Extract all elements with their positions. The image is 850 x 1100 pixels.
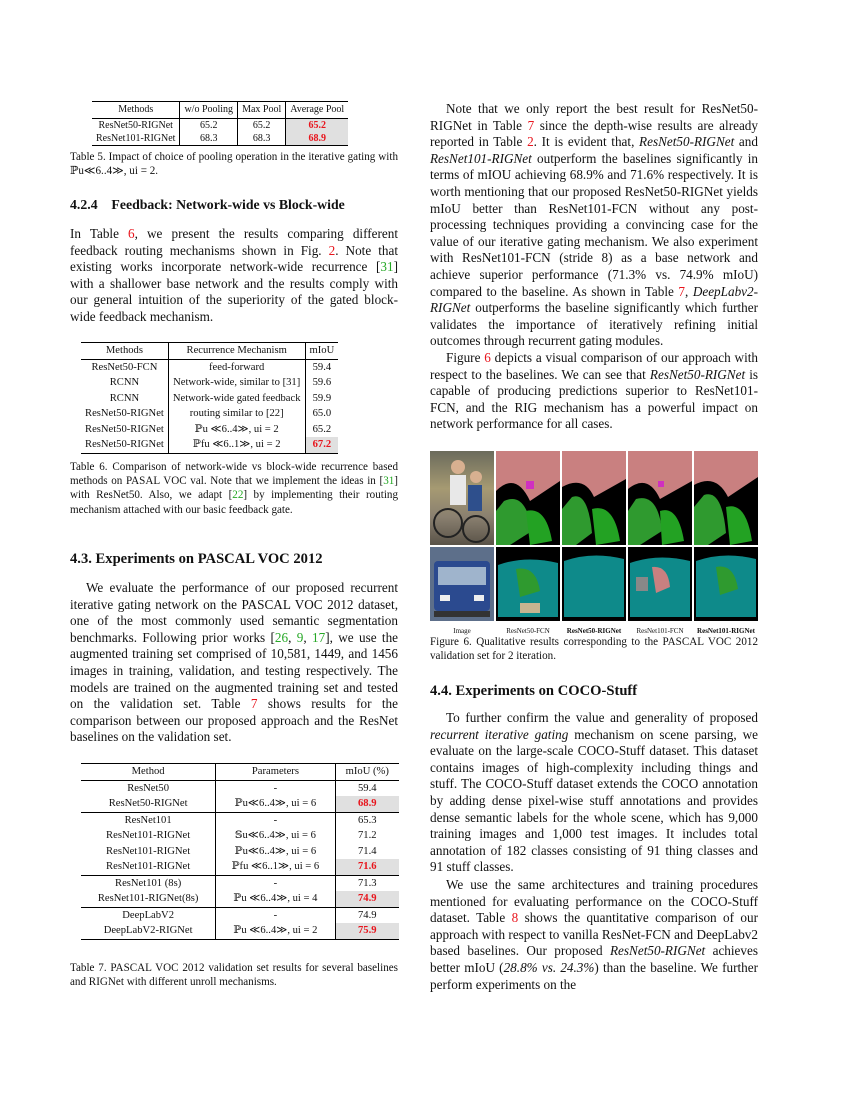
t7-cell: ResNet101-RIGNet(8s) — [81, 891, 216, 907]
table-ref-link[interactable]: 7 — [250, 696, 258, 712]
text: shows the quantitative comparison of our approach with respect to vanilla ResNet-FCN and DeepLabv2 based baselines. Our proposed — [430, 910, 758, 959]
seg-map — [694, 451, 758, 545]
section-4-4-paragraph-1 — [430, 710, 758, 876]
table-row — [81, 844, 399, 860]
t7-header-miou: mIoU (%) — [335, 764, 399, 781]
figure-discussion-paragraph — [430, 350, 758, 433]
t6-header-mechanism: Recurrence Mechanism — [168, 343, 305, 360]
results-paragraph — [430, 101, 758, 350]
label-resnet50-rignet: ResNet50-RIGNet — [566, 627, 622, 635]
t5-cell: ResNet101-RIGNet — [92, 132, 180, 146]
seg-map — [694, 547, 758, 621]
t6-cell: 65.0 — [312, 408, 332, 419]
t7-cell-best: 71.6 — [335, 859, 399, 875]
t6-header-miou: mIoU — [305, 343, 338, 360]
table-row — [81, 828, 399, 844]
text: In Table — [70, 226, 129, 241]
t7-cell: ResNet101-RIGNet — [81, 859, 216, 875]
t7-cell: ℙu ≪6..4≫, ui = 4 — [216, 891, 335, 907]
text: . Note that existing works incorporate network-wide recurrence [ — [70, 242, 398, 275]
t6-cell-best: 67.2 — [305, 437, 338, 453]
table-5-caption: Table 5. Impact of choice of pooling operation in the iterative gating with ℙu≪6..4≫, ui = 2. — [70, 151, 398, 178]
t7-cell: 74.9 — [335, 907, 399, 923]
table-row — [81, 422, 338, 438]
text: Note that we only report the best result for ResNet50-RIGNet in Table — [430, 101, 758, 133]
t6-cell: ResNet50-FCN — [81, 359, 168, 375]
table-row — [81, 923, 399, 939]
t7-cell: 65.3 — [335, 812, 399, 828]
t5-cell: 68.3 — [238, 132, 286, 146]
figure-ref-link[interactable]: 6 — [484, 350, 491, 365]
t7-cell: DeepLabV2 — [81, 907, 216, 923]
seg-map — [496, 451, 560, 545]
t6-cell: Network-wide gated feedback — [168, 391, 305, 407]
cyclists-photo-icon — [430, 451, 494, 545]
text: since the depth-wise results are already reported in Table — [430, 117, 758, 150]
seg-map — [628, 451, 692, 545]
section-title: Feedback: Network-wide vs Block-wide — [111, 197, 345, 212]
t7-header-method: Method — [81, 764, 216, 781]
t6-cell: 65.2 — [312, 423, 332, 435]
table-ref-link[interactable]: 7 — [678, 283, 685, 299]
section-4-4-heading: 4.4. Experiments on COCO-Stuff — [430, 683, 638, 699]
table-7-caption: Table 7. PASCAL VOC 2012 validation set results for several baselines and RIGNet with different unroll mechanisms. — [70, 962, 398, 989]
table-6 — [81, 342, 338, 454]
seg-map — [496, 547, 560, 621]
t5-cell: 65.2 — [180, 118, 238, 132]
table-row — [81, 375, 338, 391]
t7-cell: ℙu≪6..4≫, ui = 6 — [216, 844, 335, 860]
table-row — [81, 780, 399, 796]
citation-link[interactable]: 31 — [383, 475, 395, 488]
table-row — [81, 859, 399, 875]
text: Figure — [446, 350, 485, 365]
table-ref-link[interactable]: 2 — [527, 134, 534, 150]
table-row — [81, 391, 338, 407]
t5-header-avg-pool: Average Pool — [286, 102, 348, 119]
bus-photo-icon — [430, 547, 494, 621]
t6-cell: routing similar to [22] — [168, 406, 305, 422]
t7-cell: 71.2 — [358, 830, 377, 841]
t7-cell-best: 74.9 — [335, 891, 399, 907]
input-image-cyclists — [430, 451, 494, 545]
table-7 — [81, 763, 399, 940]
t7-cell: 71.4 — [358, 845, 377, 857]
table-row — [81, 812, 399, 828]
t7-cell: ResNet50 — [81, 780, 216, 796]
t7-cell: 71.3 — [335, 875, 399, 891]
t7-cell: ℙu≪6..4≫, ui = 6 — [216, 796, 335, 812]
seg-map — [562, 547, 626, 621]
t7-cell: - — [216, 875, 335, 891]
t6-cell: ResNet50-RIGNet — [81, 437, 168, 453]
t5-header-wo-pooling: w/o Pooling — [180, 102, 238, 119]
t7-cell: ResNet50-RIGNet — [81, 796, 216, 812]
text: mechanism on scene parsing, we evaluate on the large-scale COCO-Stuff dataset. This dataset contains images of high-complexity including things and stuff. The COCO-Stuff dataset extends the COCO annotation by adding dense pixel-wise stuff annotations and provides dense semantic labels for the whole scene, which has 9,000 training images and 1,000 test images. It includes total annotation of 182 classes consisting of 91 thing classes and 91 stuff classes. — [430, 726, 758, 875]
t6-cell: RCNN — [81, 391, 168, 407]
t6-cell: 59.4 — [312, 361, 332, 373]
t6-cell: Network-wide, similar to [31] — [168, 375, 305, 391]
t6-cell: feed-forward — [168, 359, 305, 375]
t7-cell-best: 68.9 — [335, 796, 399, 812]
text: . It is evident that, — [533, 134, 640, 150]
text: ] with a shallower base network and the results comply with our general intuition of the superiority of the gated block-wide feedback mechanism. — [70, 259, 398, 324]
table-6-caption — [70, 460, 398, 517]
t5-header-methods: Methods — [92, 102, 180, 119]
t6-cell: 59.9 — [312, 392, 332, 404]
label-resnet50-fcn: ResNet50-FCN — [506, 627, 550, 635]
emphasis: ResNet50-RIGNet — [610, 943, 706, 959]
emphasis: DeepLabv2-RIGNet — [430, 283, 758, 316]
table-row — [81, 891, 399, 907]
figure-ref-link[interactable]: 2 — [328, 242, 336, 258]
text: ], we use the augmented training set comprised of 10,581, 1449, and 1456 images in training, validation, and testing respectively. The models are trained on the augmented training set and tested on the validation set. Table — [70, 629, 399, 712]
t6-cell: 59.6 — [312, 377, 332, 388]
t6-header-methods: Methods — [81, 343, 168, 360]
citation-link[interactable]: 17 — [312, 629, 326, 645]
t7-cell: ResNet101 — [81, 812, 216, 828]
text: , we present the results comparing different feedback routing mechanisms shown in Fig. — [70, 226, 398, 258]
table-ref-link[interactable]: 6 — [128, 226, 135, 241]
citation-link[interactable]: 9 — [296, 629, 304, 645]
text: outperforms the baseline significantly which further validates the importance of iteratively refining initial outcomes through recurrent gating modules. — [430, 300, 758, 349]
citation-link[interactable]: 26 — [274, 629, 289, 645]
text: , — [288, 629, 297, 645]
section-4-2-4-heading — [70, 197, 398, 214]
label-image: Image — [453, 627, 471, 635]
t5-cell-best: 65.2 — [286, 118, 348, 132]
text: ] with ResNet50. Also, we adapt [ — [70, 475, 398, 502]
section-4-3-paragraph — [70, 580, 398, 746]
table-ref-link[interactable]: 7 — [527, 117, 535, 133]
text: , — [685, 283, 693, 299]
text: To further confirm the value and generality of proposed — [446, 710, 758, 725]
t7-cell: - — [216, 812, 335, 828]
t6-cell: RCNN — [81, 375, 168, 391]
table-row — [92, 118, 348, 132]
t6-cell: ResNet50-RIGNet — [81, 422, 168, 438]
citation-link[interactable]: 22 — [232, 489, 244, 502]
section-number: 4.2.4 — [70, 197, 98, 212]
table-row — [81, 875, 399, 891]
seg-map — [562, 451, 626, 545]
t5-cell: ResNet50-RIGNet — [92, 118, 180, 132]
section-4-4-paragraph-2 — [430, 877, 758, 993]
section-4-2-4-paragraph — [70, 226, 398, 326]
citation-link[interactable]: 31 — [380, 259, 394, 275]
t6-cell: ResNet50-RIGNet — [81, 406, 168, 422]
text: We use the same architectures and training procedures mentioned for evaluating performance on the COCO-Stuff dataset. Table — [430, 877, 758, 926]
table-row — [92, 132, 348, 146]
text: achieves better mIoU ( — [430, 943, 758, 975]
text: Table 6. Comparison of network-wide vs block-wide recurrence based methods on PASAL VOC val. Note that we implement the ideas in [ — [70, 461, 398, 488]
t7-cell: ResNet101-RIGNet — [81, 844, 216, 860]
text: ] by implementing their routing mechanism attached with our basic feedback gate. — [70, 489, 398, 516]
t5-cell: 65.2 — [238, 118, 286, 132]
text: depicts a visual comparison of our approach with respect to the baselines. We can see that — [430, 350, 758, 382]
table-row — [81, 437, 338, 453]
t5-header-max-pool: Max Pool — [238, 102, 286, 119]
input-image-bus — [430, 547, 494, 621]
figure-6-caption: Figure 6. Qualitative results corresponding to the PASCAL VOC 2012 validation set for 2 iteration. — [430, 636, 758, 663]
t7-cell: DeepLabV2-RIGNet — [81, 923, 216, 939]
label-resnet101-rignet: ResNet101-RIGNet — [697, 627, 755, 635]
t6-cell: ℙfu ≪6..1≫, ui = 2 — [168, 437, 305, 453]
table-ref-link[interactable]: 8 — [511, 910, 519, 926]
text: outperform the baselines significantly in terms of mIOU achieving 68.9% and 71.6% respectively. It is worth mentioning that our proposed ResNet50-RIGNet yields mIoU better than ResNet101-FCN without any post-processing techniques providing a convincing case for the value of our iterative gating mechanism. We also experiment with ResNet101-FCN (stride 8) as a base network and achieve superior performance (71.3% vs. 74.9% mIoU) compared to the baseline. As shown in Table — [430, 150, 758, 299]
seg-map — [628, 547, 692, 621]
emphasis: ResNet101-RIGNet — [430, 150, 532, 166]
text: , — [303, 629, 313, 645]
t5-cell-best: 68.9 — [286, 132, 348, 146]
label-resnet101-fcn: ResNet101-FCN — [636, 627, 684, 635]
emphasis: ResNet50-RIGNet — [649, 366, 746, 382]
section-4-3-heading: 4.3. Experiments on PASCAL VOC 2012 — [70, 551, 323, 567]
table-row — [81, 796, 399, 812]
table-row — [81, 907, 399, 923]
figure-6 — [430, 451, 758, 636]
t7-header-parameters: Parameters — [216, 764, 335, 781]
t7-cell: ResNet101 (8s) — [81, 875, 216, 891]
text: ) than the baseline. We further perform experiments on the — [430, 959, 758, 992]
text: We evaluate the performance of our proposed recurrent iterative gating network on the PASCAL VOC 2012 dataset, one of the most commonly used semantic segmentation benchmarks. Following prior works [ — [70, 580, 398, 645]
text: and — [734, 134, 758, 150]
t7-cell: ℙfu ≪6..1≫, ui = 6 — [216, 859, 335, 875]
t7-cell: ℙu ≪6..4≫, ui = 2 — [216, 923, 335, 939]
t6-cell: ℙu ≪6..4≫, ui = 2 — [168, 422, 305, 438]
emphasis: recurrent iterative gating — [430, 726, 569, 742]
t7-cell: 𝕊u≪6..4≫, ui = 6 — [216, 828, 335, 844]
table-5 — [92, 101, 348, 146]
emphasis: ResNet50-RIGNet — [639, 134, 735, 150]
t7-cell: ResNet101-RIGNet — [81, 828, 216, 844]
t7-cell: 59.4 — [358, 782, 377, 794]
text: shows results for the comparison between our proposed approach and the ResNet baselines on the validation set. — [70, 696, 398, 745]
t7-cell: - — [216, 907, 335, 923]
table-row — [81, 359, 338, 375]
emphasis: 28.8% vs. 24.3% — [503, 959, 595, 975]
text: is capable of producing predictions superior to ResNet101-FCN, and the RIG mechanism has a powerful impact on network performance for all cases. — [430, 366, 759, 432]
table-row — [81, 406, 338, 422]
t7-cell-best: 75.9 — [335, 923, 399, 939]
t7-cell: - — [216, 780, 335, 796]
t5-cell: 68.3 — [180, 132, 238, 146]
